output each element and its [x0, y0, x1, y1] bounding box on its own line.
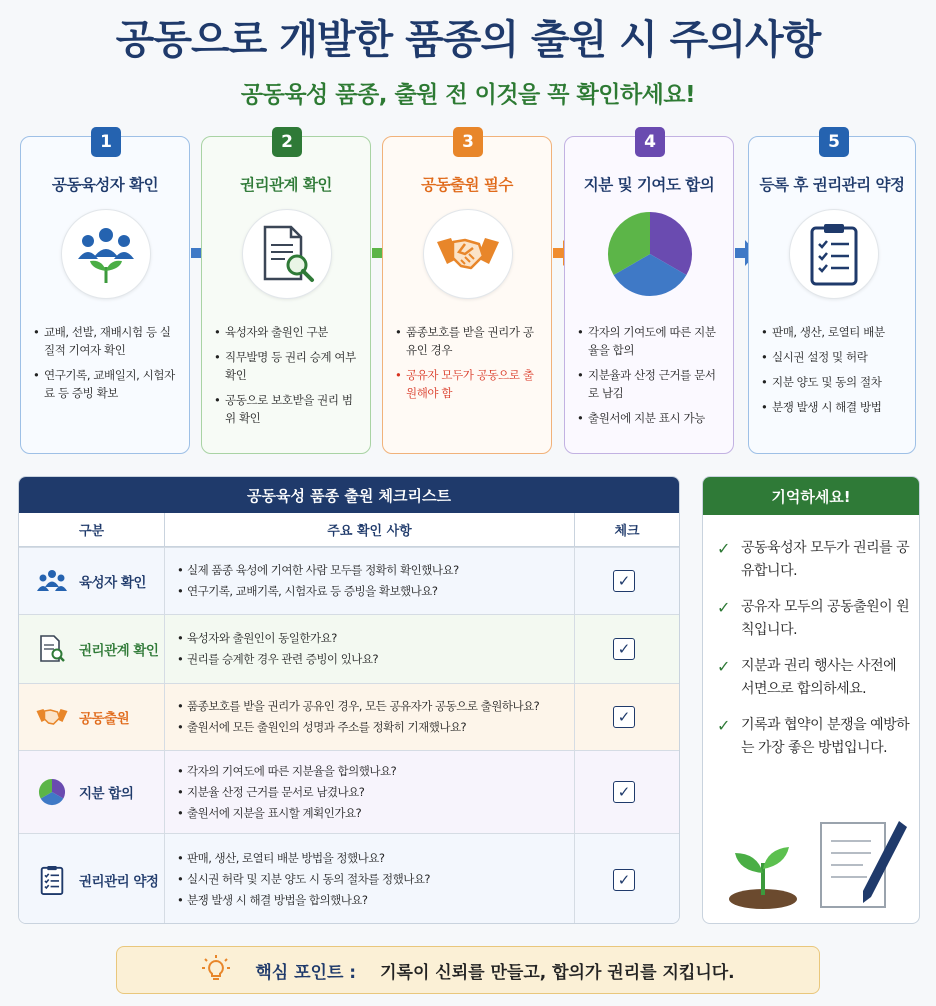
- checkbox[interactable]: ✓: [613, 638, 635, 660]
- list-item: ✓ 공동육성자 모두가 권리를 공유합니다.: [717, 539, 910, 579]
- step-number: 2: [272, 127, 302, 157]
- list-item: • 육성자와 출원인 구분: [214, 323, 362, 341]
- row-category: 권리관리 약정: [79, 873, 159, 890]
- list-item: • 직무발명 등 권리 승계 여부 확인: [214, 348, 362, 384]
- list-item: • 지분 양도 및 동의 절차: [761, 373, 907, 391]
- list-item: • 연구기록, 교배기록, 시험자료 등 증빙을 확보했나요?: [177, 581, 574, 602]
- list-item: • 실제 품종 육성에 기여한 사람 모두를 정확히 확인했나요?: [177, 560, 574, 581]
- people-icon: [35, 564, 69, 598]
- list-item: • 품종보호를 받을 권리가 공유인 경우: [395, 323, 543, 359]
- list-item: • 지분율과 산정 근거를 문서로 남김: [577, 366, 725, 402]
- list-item: • 권리를 승계한 경우 관련 증빙이 있나요?: [177, 649, 574, 670]
- list-item-highlight: • 공유자 모두가 공동으로 출원해야 함: [395, 366, 543, 402]
- list-item: ✓ 기록과 협약이 분쟁을 예방하는 가장 좋은 방법입니다.: [717, 716, 910, 756]
- list-item: • 분쟁 발생 시 해결 방법을 합의했나요?: [177, 890, 574, 911]
- list-item: • 출원서에 모든 출원인의 성명과 주소를 정확히 기재했나요?: [177, 717, 574, 738]
- step-number: 4: [635, 127, 665, 157]
- list-item: • 분쟁 발생 시 해결 방법: [761, 398, 907, 416]
- page-title: 공동으로 개발한 품종의 출원 시 주의사항: [115, 17, 821, 63]
- document-magnifier-icon: [35, 632, 69, 666]
- list-item: ✓ 지분과 권리 행사는 사전에 서면으로 합의하세요.: [717, 657, 897, 697]
- list-item: • 교배, 선발, 재배시험 등 실질적 기여자 확인: [33, 323, 181, 359]
- list-item: • 출원서에 지분 표시 가능: [577, 409, 725, 427]
- step-number: 3: [453, 127, 483, 157]
- checklist-title: 공동육성 품종 출원 체크리스트: [19, 477, 679, 513]
- table-row: [19, 683, 679, 750]
- key-point-banner: [116, 946, 820, 994]
- table-row: [19, 614, 679, 683]
- step-title: 공동출원 필수: [421, 176, 513, 194]
- list-item: • 판매, 생산, 로열티 배분 방법을 정했나요?: [177, 848, 574, 869]
- list-item: • 각자의 기여도에 따른 지분율을 합의: [577, 323, 725, 359]
- handshake-icon: [423, 209, 513, 299]
- list-item: • 공동으로 보호받을 권리 범위 확인: [214, 391, 362, 427]
- checkbox[interactable]: ✓: [613, 570, 635, 592]
- list-item: • 연구기록, 교배일지, 시험자료 등 증빙 확보: [33, 366, 181, 402]
- remember-title: 기억하세요!: [703, 477, 919, 515]
- list-item: • 출원서에 지분을 표시할 계획인가요?: [177, 803, 574, 824]
- pie-chart-icon: [35, 775, 69, 809]
- key-point-text: 기록이 신뢰를 만들고, 합의가 권리를 지킵니다.: [380, 962, 735, 983]
- table-row: [19, 547, 679, 614]
- checklist-table: [18, 476, 680, 924]
- check-icon: ✓: [717, 539, 730, 558]
- step-card-1: [20, 132, 190, 454]
- list-item: • 지분율 산정 근거를 문서로 남겼나요?: [177, 782, 574, 803]
- list-item: • 품종보호를 받을 권리가 공유인 경우, 모든 공유자가 공동으로 출원하나요?: [177, 696, 574, 717]
- check-icon: ✓: [717, 716, 730, 735]
- key-point-label: 핵심 포인트 :: [255, 962, 357, 983]
- row-category: 공동출원: [79, 711, 130, 727]
- step-number: 1: [91, 127, 121, 157]
- row-category: 권리관계 확인: [79, 643, 159, 659]
- row-category: 육성자 확인: [79, 575, 146, 591]
- people-sprout-icon: [61, 209, 151, 299]
- step-number: 5: [819, 127, 849, 157]
- lightbulb-icon: [201, 955, 231, 985]
- clipboard-checklist-icon: [35, 863, 69, 897]
- column-header-category: 구분: [19, 513, 165, 547]
- list-item: • 육성자와 출원인이 동일한가요?: [177, 628, 574, 649]
- checkbox[interactable]: ✓: [613, 869, 635, 891]
- page-subtitle: 공동육성 품종, 출원 전 이것을 꼭 확인하세요!: [240, 82, 696, 108]
- check-icon: ✓: [717, 598, 730, 617]
- document-magnifier-icon: [242, 209, 332, 299]
- table-row: [19, 833, 679, 924]
- list-item: • 판매, 생산, 로열티 배분: [761, 323, 907, 341]
- checkbox[interactable]: ✓: [613, 706, 635, 728]
- sprout-icon: [723, 829, 803, 909]
- step-title: 공동육성자 확인: [51, 176, 159, 194]
- row-category: 지분 합의: [79, 786, 134, 802]
- column-header-items: 주요 확인 사항: [165, 513, 575, 547]
- list-item: ✓ 공유자 모두의 공동출원이 원칙입니다.: [717, 598, 910, 638]
- step-card-3: [382, 132, 552, 454]
- checkbox[interactable]: ✓: [613, 781, 635, 803]
- list-item: • 실시권 설정 및 허락: [761, 348, 907, 366]
- list-item: • 각자의 기여도에 따른 지분율을 합의했나요?: [177, 761, 574, 782]
- step-card-4: [564, 132, 734, 454]
- table-row: [19, 750, 679, 833]
- remember-panel: [702, 476, 920, 924]
- document-pen-icon: [815, 815, 911, 915]
- step-card-5: [748, 132, 916, 454]
- column-header-check: 체크: [575, 513, 679, 547]
- handshake-icon: [35, 700, 69, 734]
- list-item: • 실시권 허락 및 지분 양도 시 동의 절차를 정했나요?: [177, 869, 574, 890]
- step-title: 등록 후 권리관리 약정: [759, 176, 905, 194]
- step-card-2: [201, 132, 371, 454]
- clipboard-checklist-icon: [789, 209, 879, 299]
- step-title: 권리관계 확인: [240, 176, 332, 194]
- step-title: 지분 및 기여도 합의: [583, 176, 715, 194]
- check-icon: ✓: [717, 657, 730, 676]
- pie-chart-icon: [605, 209, 695, 299]
